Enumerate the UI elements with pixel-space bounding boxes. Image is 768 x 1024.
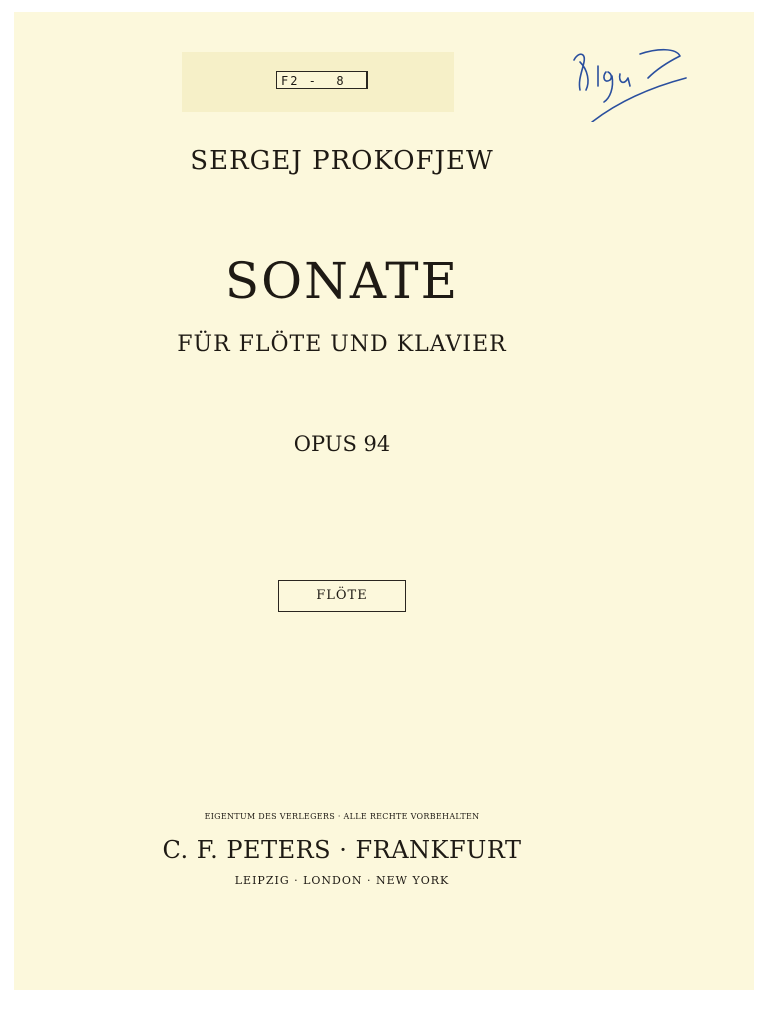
publisher-cities: LEIPZIG · LONDON · NEW YORK xyxy=(234,874,450,887)
composer-name: SERGEJ PROKOFJEW xyxy=(190,146,494,176)
opus-number: OPUS 94 xyxy=(293,432,391,456)
publisher-name: C. F. PETERS · FRANKFURT xyxy=(162,836,522,864)
work-title: SONATE xyxy=(224,252,460,310)
score-cover-page xyxy=(14,12,754,990)
instrumentation: FÜR FLÖTE UND KLAVIER xyxy=(177,332,507,357)
rights-notice: EIGENTUM DES VERLEGERS · ALLE RECHTE VORBEHALTEN xyxy=(204,812,480,821)
catalog-number-label: F2 - 8 xyxy=(276,71,368,89)
handwritten-signature xyxy=(568,42,688,122)
part-label: FLÖTE xyxy=(278,580,406,612)
